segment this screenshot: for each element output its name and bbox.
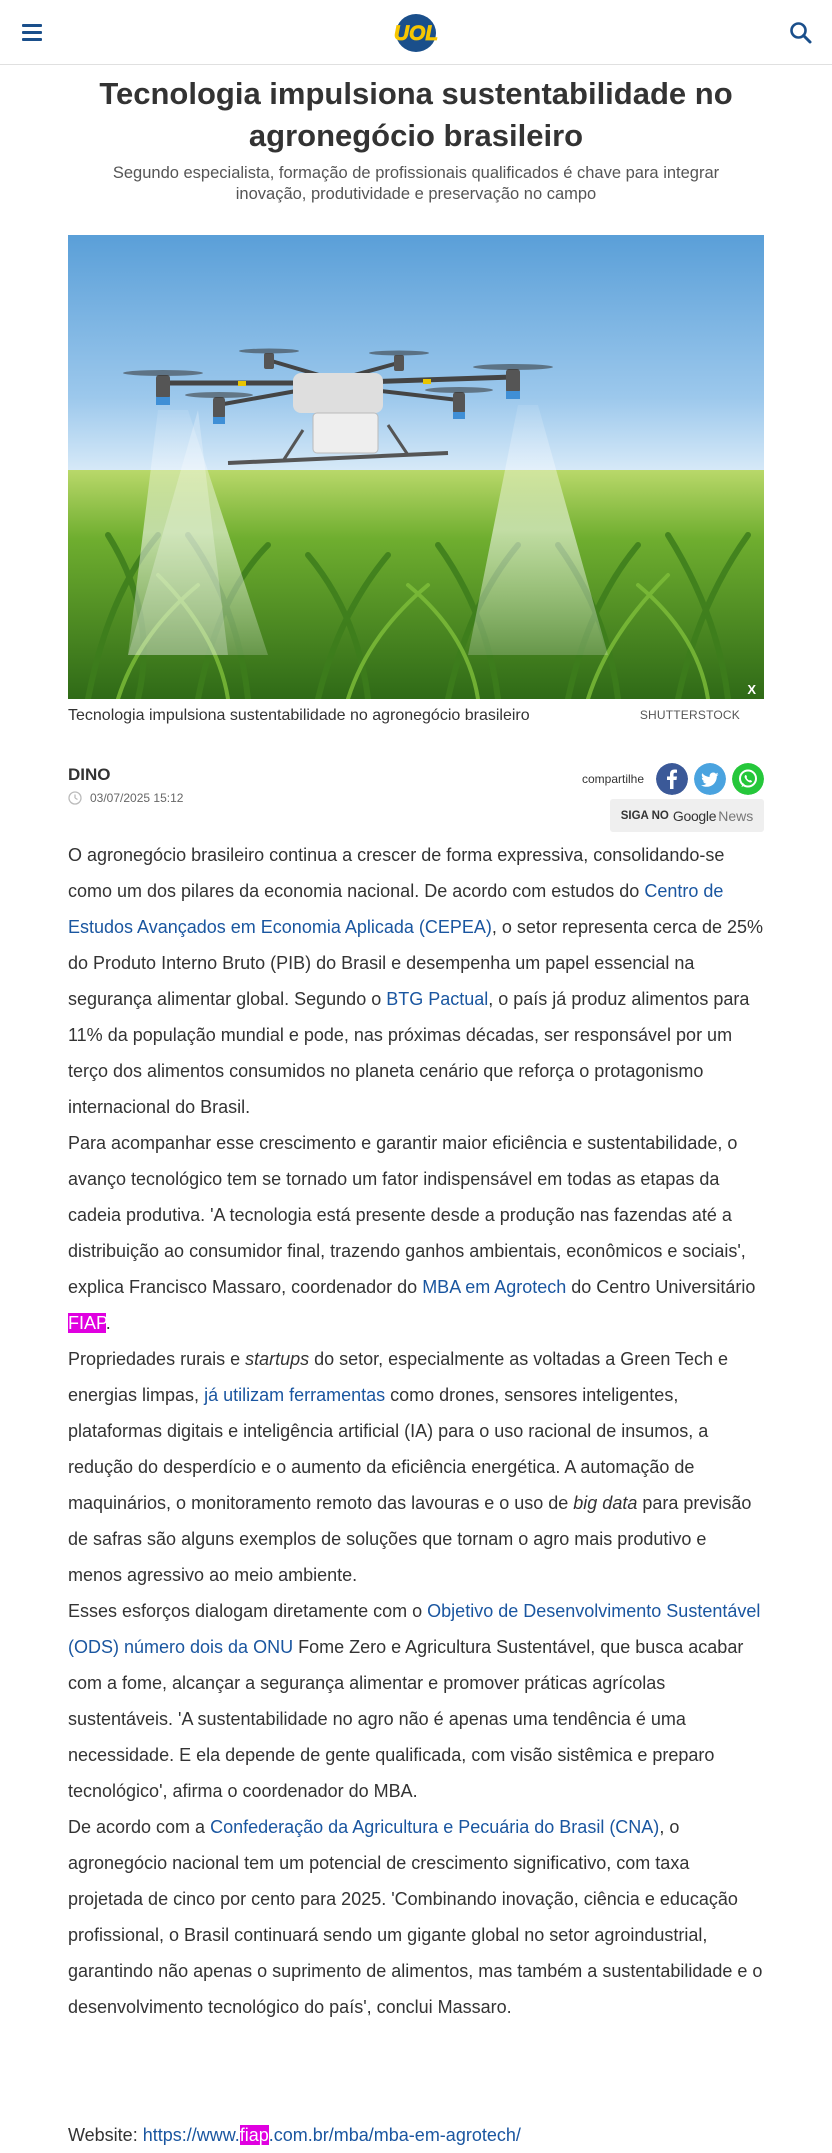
paragraph-1 bbox=[68, 837, 764, 1125]
publish-date: 03/07/2025 15:12 bbox=[90, 791, 184, 805]
text: . bbox=[105, 1313, 111, 1333]
article-body bbox=[68, 837, 764, 2025]
facebook-icon[interactable] bbox=[656, 763, 688, 795]
article-subtitle: Segundo especialista, formação de profissionais qualificados é chave para integrar inovação, produtividade e preservação no campo bbox=[112, 164, 720, 203]
text: do Centro Universitário bbox=[566, 1277, 756, 1297]
text: , o agronegócio nacional tem um potencial de crescimento significativo, com taxa projetada de cinco por cento para 2025. 'Combinando inovação, ciência e educação profissional, o Brasil continuará sendo um gigante global no setor agroindustrial, garantindo não apenas o suprimento de alimentos, mas também a sustentabilidade e o desenvolvimento tecnológico do país', conclui Massaro. bbox=[68, 1817, 763, 2017]
text: do setor, especialmente as voltadas a Green Tech e energias limpas, bbox=[68, 1349, 729, 1405]
link-cepea[interactable]: Centro de Estudos Avançados em Economia Aplicada (CEPEA) bbox=[68, 881, 724, 937]
whatsapp-icon[interactable] bbox=[732, 763, 764, 795]
url-part: https://www. bbox=[142, 2125, 240, 2145]
url-highlight: fiap bbox=[239, 2125, 269, 2145]
gnews-google-label: Google bbox=[672, 807, 717, 824]
google-news-button[interactable] bbox=[610, 799, 764, 832]
text: Para acompanhar esse crescimento e garantir maior eficiência e sustentabilidade, o avanço tecnológico tem se tornado um fator indispensável em todas as etapas da cadeia produtiva. 'A tecnologia está presente desde a produção nas fazendas até a distribuição ao consumidor final, trazendo ganhos ambientais, econômicos e sociais', explica Francisco Massaro, coordenador do bbox=[68, 1133, 746, 1297]
article-meta bbox=[68, 763, 764, 837]
image-caption: Tecnologia impulsiona sustentabilidade no agronegócio brasileiro bbox=[68, 707, 530, 724]
gnews-news-label: News bbox=[718, 807, 754, 824]
paragraph-5 bbox=[68, 1809, 764, 2025]
text: Esses esforços dialogam diretamente com o bbox=[68, 1601, 428, 1621]
share-row bbox=[582, 763, 764, 795]
link-ods-onu[interactable]: Objetivo de Desenvolvimento Sustentável (ODS) número dois da ONU bbox=[68, 1601, 761, 1657]
spacer bbox=[68, 2025, 764, 2081]
website-label: Website: bbox=[68, 2125, 143, 2145]
highlight-fiap: FIAP bbox=[68, 1313, 106, 1333]
gnews-siga-label: SIGA NO bbox=[620, 809, 669, 822]
image-close-button[interactable]: X bbox=[747, 682, 756, 697]
share-label: compartilhe bbox=[581, 772, 644, 786]
site-header bbox=[0, 0, 832, 65]
drone-over-crop-photo bbox=[68, 235, 764, 699]
uol-logo[interactable] bbox=[388, 10, 444, 54]
article bbox=[68, 73, 764, 2153]
website-link[interactable] bbox=[143, 2125, 521, 2145]
text: Fome Zero e Agricultura Sustentável, que busca acabar com a fome, alcançar a segurança alimentar e promover práticas agrícolas sustentáveis. 'A sustentabilidade no agro não é apenas uma tendência é uma necessidade. E ela depende de gente qualificada, com visão sistêmica e preparo tecnológico', afirma o coordenador do MBA. bbox=[68, 1637, 744, 1801]
search-icon[interactable] bbox=[788, 20, 814, 46]
text: O agronegócio brasileiro continua a crescer de forma expressiva, consolidando-se como um dos pilares da economia nacional. De acordo com estudos do bbox=[68, 845, 725, 901]
date-row bbox=[68, 791, 183, 805]
image-caption-row bbox=[68, 705, 764, 727]
link-ferramentas[interactable]: já utilizam ferramentas bbox=[204, 1385, 386, 1405]
text: Propriedades rurais e bbox=[68, 1349, 246, 1369]
link-cna[interactable]: Confederação da Agricultura e Pecuária do Brasil (CNA) bbox=[210, 1817, 660, 1837]
hamburger-icon[interactable] bbox=[22, 24, 42, 40]
paragraph-2 bbox=[68, 1125, 764, 1341]
text: para previsão de safras são alguns exemplos de soluções que tornam o agro mais produtivo e menos agressivo ao meio ambiente. bbox=[68, 1493, 752, 1585]
article-hero-image[interactable] bbox=[68, 235, 764, 699]
share-block bbox=[582, 763, 764, 837]
logo-text: UOL bbox=[393, 22, 439, 45]
url-part: .com.br/mba/mba-em-agrotech/ bbox=[268, 2125, 521, 2145]
twitter-icon[interactable] bbox=[694, 763, 726, 795]
paragraph-3 bbox=[68, 1341, 764, 1593]
link-btg-pactual[interactable]: BTG Pactual bbox=[386, 989, 489, 1009]
emphasis-big-data: big data bbox=[573, 1493, 638, 1513]
image-credit: SHUTTERSTOCK bbox=[639, 708, 740, 722]
author-block bbox=[68, 763, 183, 837]
emphasis-startups: startups bbox=[245, 1349, 310, 1369]
text: , o país já produz alimentos para 11% da população mundial e pode, nas próximas décadas, ser responsável por um terço dos alimentos consumidos no planeta cenário que reforça o protagonismo internacional do Brasil. bbox=[68, 989, 750, 1117]
author-name[interactable]: DINO bbox=[68, 765, 111, 784]
text: , o setor representa cerca de 25% do Produto Interno Bruto (PIB) do Brasil e desempenha um papel essencial na segurança alimentar global. Segundo o bbox=[68, 917, 764, 1009]
text: como drones, sensores inteligentes, plataformas digitais e inteligência artificial (IA) para o uso racional de insumos, a redução do desperdício e o aumento da eficiência energética. A automação de maquinários, o monitoramento remoto das lavouras e o uso de bbox=[68, 1385, 709, 1513]
paragraph-4 bbox=[68, 1593, 764, 1809]
article-title: Tecnologia impulsiona sustentabilidade no agronegócio brasileiro bbox=[99, 76, 733, 153]
text: De acordo com a bbox=[68, 1817, 211, 1837]
clock-icon bbox=[68, 791, 82, 805]
link-mba-agrotech[interactable]: MBA em Agrotech bbox=[422, 1277, 567, 1297]
